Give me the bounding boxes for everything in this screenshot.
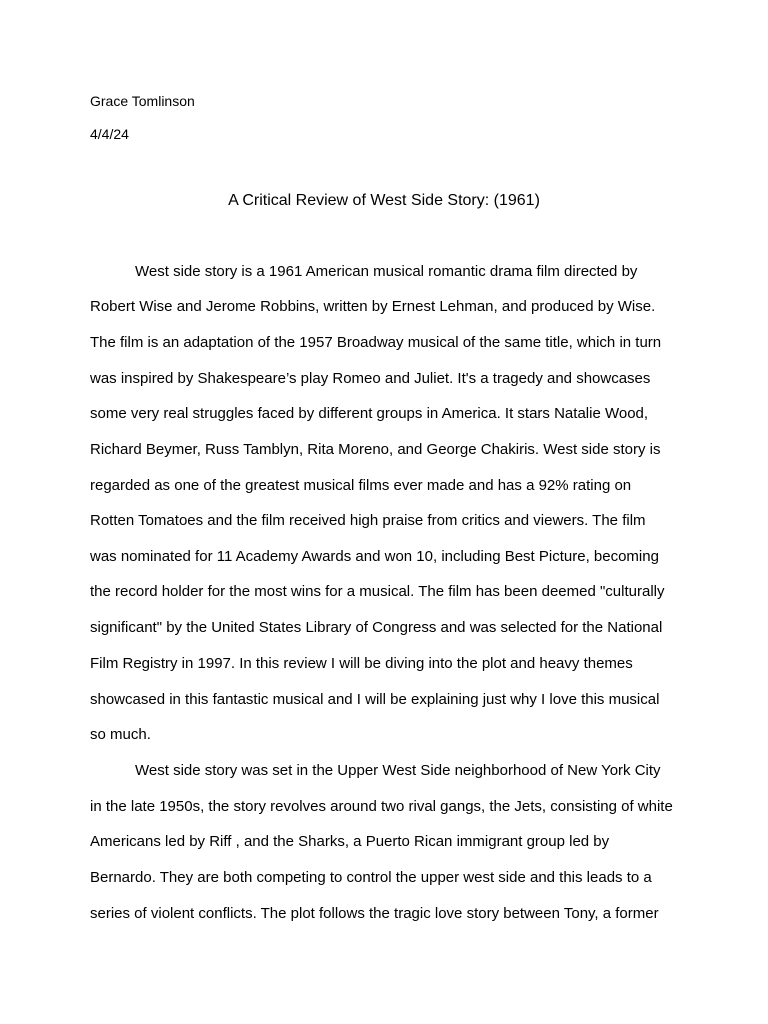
paragraph-line: West side story is a 1961 American musical romantic drama film directed by <box>135 263 638 280</box>
paragraph-line: showcased in this fantastic musical and I will be explaining just why I love this musical <box>90 691 660 708</box>
author-name: Grace Tomlinson <box>90 93 195 109</box>
paragraph-line: Bernardo. They are both competing to control the upper west side and this leads to a <box>90 869 652 886</box>
paragraph-line: was nominated for 11 Academy Awards and won 10, including Best Picture, becoming <box>90 548 659 565</box>
paragraph-line: some very real struggles faced by different groups in America. It stars Natalie Wood, <box>90 405 649 422</box>
paragraph-line: was inspired by Shakespeare’s play Romeo and Juliet. It's a tragedy and showcases <box>90 370 651 387</box>
paragraph-line: so much. <box>90 726 151 743</box>
paragraph-line: Americans led by Riff , and the Sharks, a Puerto Rican immigrant group led by <box>90 833 610 850</box>
paragraph-line: Film Registry in 1997. In this review I will be diving into the plot and heavy themes <box>90 655 633 672</box>
document-date: 4/4/24 <box>90 126 129 142</box>
paragraph-line: significant" by the United States Library of Congress and was selected for the National <box>90 619 663 636</box>
paragraph-line: regarded as one of the greatest musical films ever made and has a 92% rating on <box>90 477 632 494</box>
paragraph-line: West side story was set in the Upper West Side neighborhood of New York City <box>135 762 661 779</box>
paragraph-line: Robert Wise and Jerome Robbins, written by Ernest Lehman, and produced by Wise. <box>90 298 656 315</box>
paragraph-line: Richard Beymer, Russ Tamblyn, Rita Moreno, and George Chakiris. West side story is <box>90 441 661 458</box>
paragraph-line: The film is an adaptation of the 1957 Broadway musical of the same title, which in turn <box>90 334 662 351</box>
paragraph-line: in the late 1950s, the story revolves around two rival gangs, the Jets, consisting of white <box>90 798 673 815</box>
paragraph-line: the record holder for the most wins for a musical. The film has been deemed "culturally <box>90 583 665 600</box>
paragraph-line: series of violent conflicts. The plot follows the tragic love story between Tony, a former <box>90 905 659 922</box>
document-title: A Critical Review of West Side Story: (1961) <box>228 192 540 209</box>
paragraph-line: Rotten Tomatoes and the film received high praise from critics and viewers. The film <box>90 512 646 529</box>
